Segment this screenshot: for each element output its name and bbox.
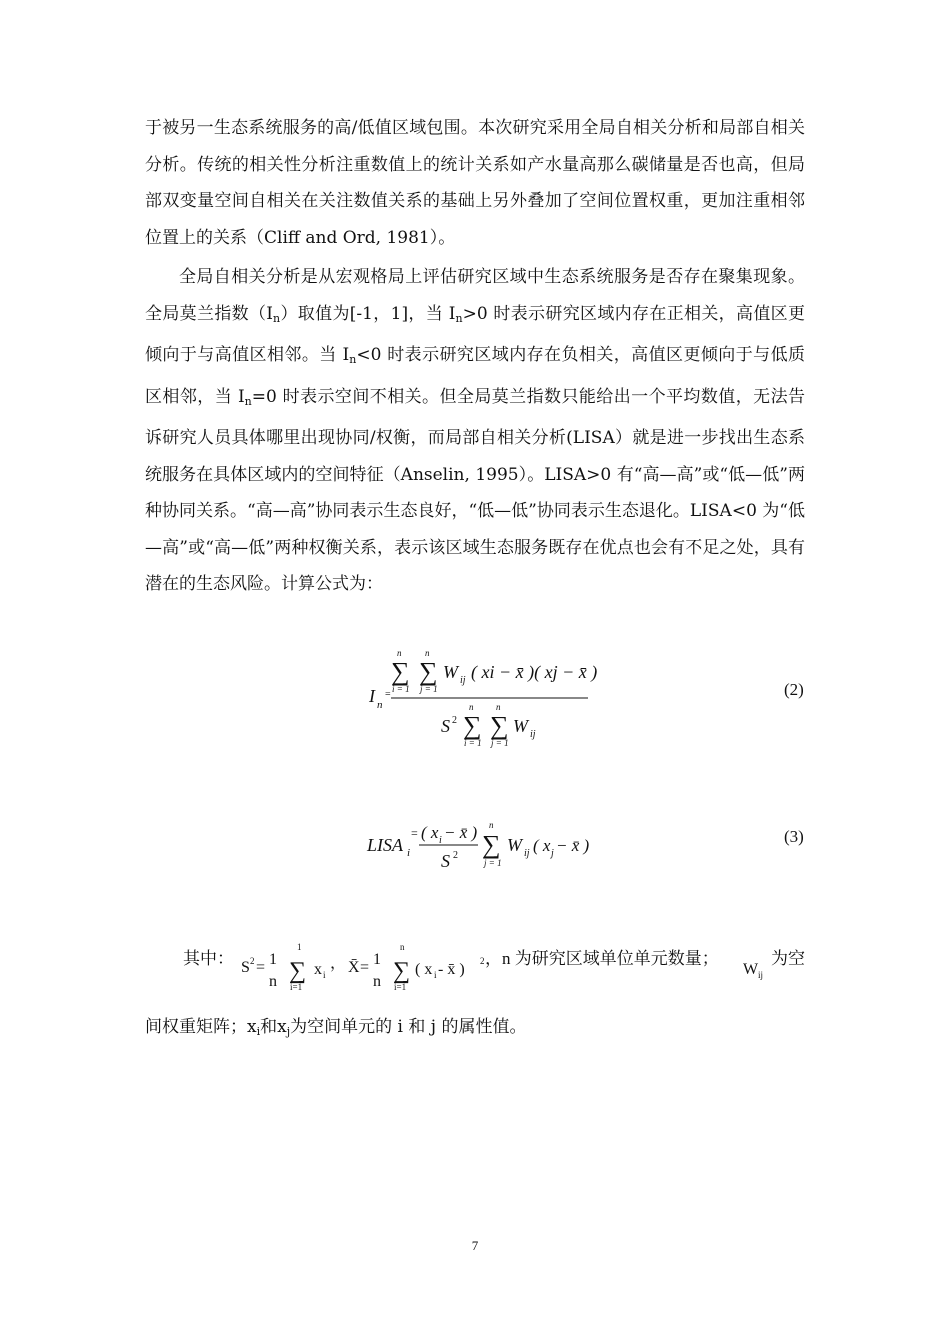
eq3-lhs: LISA	[367, 835, 403, 855]
equation-3	[365, 815, 605, 880]
where-n-1: n	[269, 973, 277, 990]
where-sum1-bot: i=1	[290, 982, 303, 992]
eq3-w-sub: ij	[524, 848, 530, 859]
where-w: W	[743, 961, 759, 978]
eq3-den: S	[441, 851, 450, 871]
eq2-den-sum2: ∑	[490, 711, 509, 740]
line2-and: 和	[260, 1017, 278, 1037]
subscript-n: n	[244, 394, 252, 408]
where-sum1-top: 1	[297, 942, 302, 952]
eq3-sum-bot: j = 1	[484, 858, 502, 868]
p2-seg-2: ）取值为[-1，1]，当 I	[280, 303, 456, 324]
where-sq: 2	[480, 956, 485, 966]
eq2-eq-sign: =	[385, 689, 391, 700]
eq2-den-sum1: ∑	[463, 711, 482, 740]
equation-2-number: (2)	[784, 680, 804, 699]
definitions-continuation	[145, 1012, 526, 1038]
where-text1: ，n 为研究区域单位单元数量；	[485, 949, 719, 968]
eq2-sum1-top: n	[397, 648, 402, 658]
eq2-w-sub: ij	[460, 675, 466, 686]
equation-3-number: (3)	[784, 827, 804, 846]
line2-x: x	[247, 1017, 257, 1037]
eq2-den-sum1-bot: i = 1	[464, 738, 482, 748]
eq3-eq-sign: =	[411, 826, 418, 840]
line2-xi-sub: i	[256, 1025, 261, 1038]
where-one-2: 1	[373, 951, 381, 968]
eq2-sum2-bot: j = 1	[420, 684, 438, 694]
where-one-1: 1	[269, 951, 277, 968]
eq3-num-sub: i	[439, 835, 442, 846]
where-sum2-bot: i=1	[394, 982, 407, 992]
eq2-w: W	[443, 662, 458, 682]
eq3-w: W	[507, 835, 522, 855]
eq2-den-s-sup: 2	[452, 715, 457, 726]
eq2-lhs-sub: n	[377, 699, 383, 711]
p2-seg-5: =0 时表示空间不相关。但全局莫兰指数只能给出一个平均数值，无法告诉研究人员具体哪里出现协同/权衡，而局部自相关分析(LISA）就是进一步找出生态系统服务在具体区域内的空间特征（Anselin, 1995）。LISA>0 有“高—高”或“低—低”两种协同关系。“高—高”协同表示生态良好，“低—低”协同表示生态退化。LISA<0 为“低—高”或“高—低”两种权衡关系，表示该区域生态服务既存在优点也会有不足之处，具有潜在的生态风险。计算公式为：	[145, 386, 805, 594]
where-x: x	[314, 961, 322, 978]
p2-seg-4: <0 时表示研究区域内存在负相关，高值区更倾向于与低质区相邻，当 I	[145, 345, 805, 407]
where-xbar: X̄	[348, 959, 360, 976]
where-w-sub: ij	[758, 970, 764, 980]
where-sum2: ∑	[393, 958, 411, 984]
eq2-sum1-bot: i = 1	[392, 684, 410, 694]
p2-seg-1: 全局自相关分析是从宏观格局上评估研究区域中生态系统服务是否存在聚集现象。全局莫兰指数（I	[145, 267, 805, 324]
eq3-num: ( x	[421, 823, 439, 842]
line2-text2: 为空间单元的 i 和 j 的属性值。	[290, 1017, 527, 1037]
where-bracket-rest: - x̄ )	[438, 961, 465, 978]
eq2-den-w: W	[513, 716, 528, 736]
where-eq2: =	[360, 959, 370, 976]
where-s-sup: 2	[250, 956, 255, 966]
where-comma: ，	[330, 955, 347, 972]
eq3-den-sup: 2	[453, 850, 458, 861]
subscript-n: n	[273, 311, 281, 325]
paragraph-2	[145, 259, 805, 603]
p2-seg-3: >0 时表示研究区域内存在正相关，高值区更倾向于与高值区相邻。当 I	[145, 303, 806, 365]
where-text2: 为空	[771, 949, 805, 968]
eq2-den-sum2-top: n	[496, 702, 501, 712]
eq2-num-body: ( xi − x̄ )( xj − x̄ )	[471, 662, 598, 682]
where-eq1: =	[256, 959, 266, 976]
eq2-den-sum2-bot: j = 1	[491, 738, 509, 748]
line2-text1: 间权重矩阵；	[145, 1017, 247, 1037]
eq3-sum: ∑	[482, 830, 501, 859]
eq2-sum1: ∑	[391, 657, 410, 686]
eq3-tail: ( x	[533, 836, 551, 855]
eq2-den-sum1-top: n	[469, 702, 474, 712]
definitions-line	[183, 938, 808, 998]
line2-xj-sub: j	[286, 1025, 291, 1038]
eq3-tail-sub: j	[551, 848, 554, 859]
where-s: S	[241, 959, 250, 976]
line2-x: x	[277, 1017, 287, 1037]
page-number: 7	[471, 1238, 479, 1253]
paragraph-1: 于被另一生态系统服务的高/低值区域包围。本次研究采用全局自相关分析和局部自相关分析。传统的相关性分析注重数值上的统计关系如产水量高那么碳储量是否也高，但局部双变量空间自相关在关注数值关系的基础上另外叠加了空间位置权重，更加注重相邻位置上的关系（Cliff and Ord, 1981）。	[145, 118, 805, 248]
where-sum2-top: n	[400, 942, 405, 952]
eq3-num-rest: − x̄ )	[444, 823, 478, 842]
eq2-sum2: ∑	[419, 657, 438, 686]
eq2-den-s: S	[441, 716, 450, 736]
where-bracket: ( x	[415, 961, 433, 978]
eq3-sum-top: n	[489, 820, 494, 830]
eq2-sum2-top: n	[425, 648, 430, 658]
subscript-n: n	[349, 353, 357, 366]
where-bracket-sub: i	[434, 970, 437, 980]
eq3-tail-rest: − x̄ )	[556, 836, 590, 855]
equation-2	[365, 640, 605, 755]
eq2-lhs: I	[369, 686, 375, 706]
where-sum1: ∑	[289, 958, 307, 984]
where-x-sub: i	[323, 970, 326, 980]
eq2-den-w-sub: ij	[530, 729, 536, 740]
where-n-2: n	[373, 973, 381, 990]
eq3-lhs-sub: i	[407, 847, 411, 859]
where-lead: 其中：	[183, 949, 234, 968]
subscript-n: n	[455, 311, 463, 325]
